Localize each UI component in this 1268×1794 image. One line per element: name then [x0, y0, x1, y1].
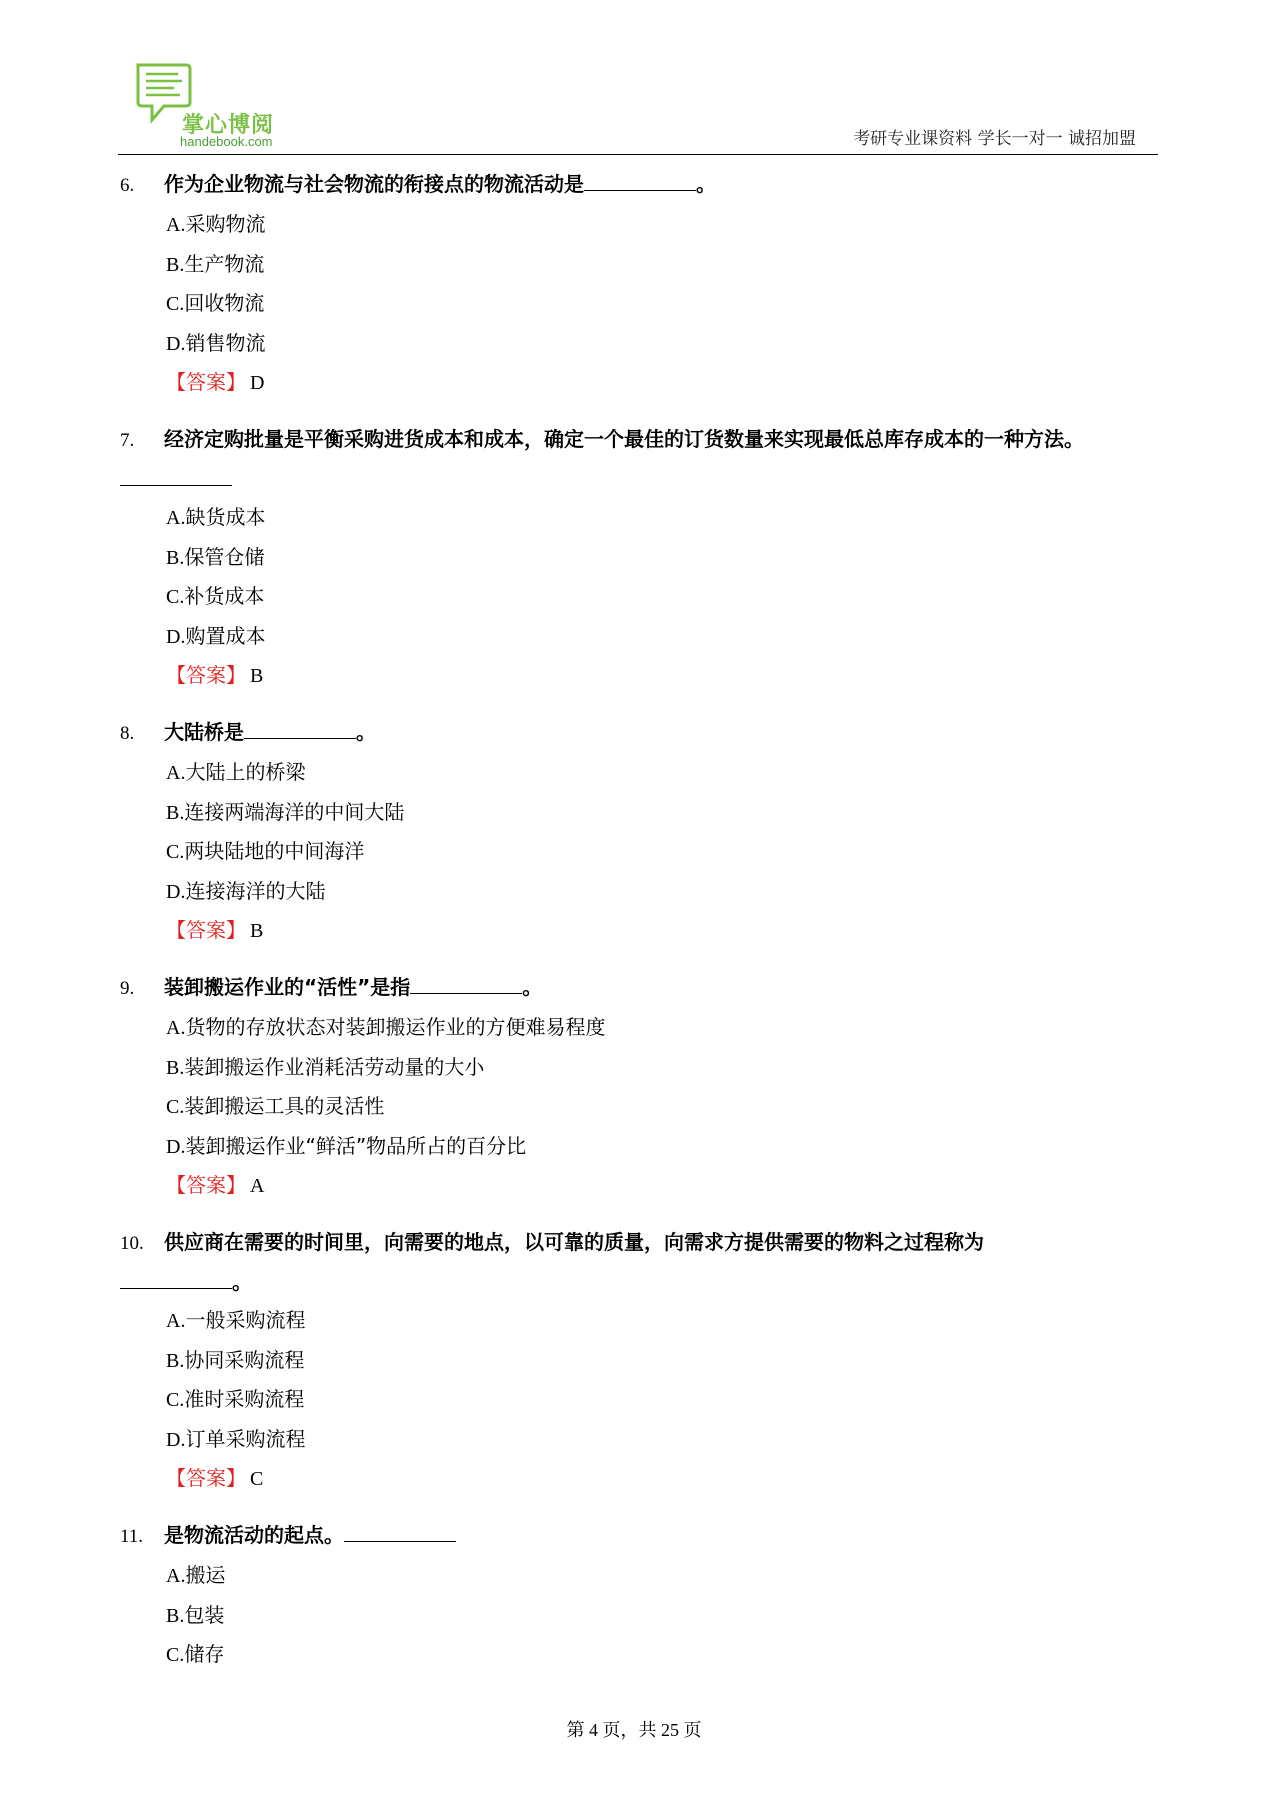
option-letter: D.	[166, 880, 186, 903]
option-letter: D.	[166, 1428, 186, 1451]
answer-value: B	[250, 665, 264, 687]
answer-label: 【答案】	[166, 370, 246, 394]
option-text: 销售物流	[185, 330, 266, 355]
answer-label: 【答案】	[166, 1466, 246, 1490]
option-letter: D.	[166, 625, 186, 648]
option-letter: B.	[166, 253, 185, 276]
option-text: 搬运	[185, 1563, 226, 1587]
answer-value: A	[250, 1175, 265, 1197]
answer-line	[120, 656, 1160, 695]
option-c	[166, 284, 1160, 324]
option-text: 补货成本	[184, 584, 265, 608]
stem-text: 装卸搬运作业的“活性”是指	[164, 975, 411, 999]
answer-blank	[584, 168, 696, 191]
question-stem	[120, 713, 1160, 753]
option-letter: A.	[166, 1017, 186, 1039]
option-letter: C.	[166, 1644, 185, 1666]
answer-label: 【答案】	[166, 918, 246, 942]
logo	[134, 62, 294, 152]
option-letter: C.	[166, 293, 185, 315]
option-d	[166, 324, 1160, 364]
question-number: 6.	[120, 175, 135, 196]
stem-tail: 。	[522, 975, 543, 999]
logo-name: 掌心博阅	[182, 113, 275, 138]
option-text: 订单采购流程	[185, 1426, 306, 1451]
option-text: 包装	[184, 1602, 225, 1627]
option-text: 两块陆地的中间海洋	[184, 839, 365, 863]
option-c	[166, 1635, 1160, 1675]
page-footer: 第 4 页，共 25 页	[566, 1720, 702, 1740]
answer-blank	[244, 716, 356, 739]
option-b	[166, 793, 1160, 833]
stem-text: 经济定购批量是平衡采购进货成本和成本，确定一个最佳的订货数量来实现最低总库存成本的一种方法。	[164, 427, 1084, 451]
option-letter: A.	[166, 1565, 186, 1587]
stem-text: 作为企业物流与社会物流的衔接点的物流活动是	[164, 172, 584, 196]
question-10	[120, 1223, 1160, 1498]
option-letter: B.	[166, 1604, 185, 1627]
option-a	[166, 205, 1160, 245]
option-c	[166, 832, 1160, 872]
option-letter: D.	[166, 1135, 186, 1158]
option-text: 缺货成本	[185, 505, 266, 529]
header-slogan: 考研专业课资料 学长一对一 诚招加盟	[853, 129, 1136, 149]
answer-line	[120, 1166, 1160, 1205]
option-text: 准时采购流程	[184, 1387, 305, 1411]
option-letter: B.	[166, 1056, 185, 1079]
option-c	[166, 1087, 1160, 1127]
option-d	[166, 872, 1160, 912]
option-text: 装卸搬运作业消耗活劳动量的大小	[184, 1054, 485, 1079]
answer-line	[120, 363, 1160, 402]
option-text: 储存	[184, 1642, 225, 1666]
stem-text: 是物流活动的起点。	[164, 1523, 344, 1547]
question-number: 10.	[120, 1233, 144, 1254]
option-letter: A.	[166, 762, 186, 784]
option-a	[166, 498, 1160, 538]
options	[120, 1301, 1160, 1459]
answer-blank	[120, 1266, 232, 1289]
option-letter: B.	[166, 546, 185, 569]
answer-value: B	[250, 920, 264, 942]
question-number: 9.	[120, 978, 135, 999]
question-list	[120, 165, 1160, 1693]
option-letter: A.	[166, 507, 186, 529]
answer-blank	[410, 971, 522, 994]
question-number: 7.	[120, 430, 135, 451]
answer-line	[120, 911, 1160, 950]
option-text: 装卸搬运作业“鲜活”物品所占的百分比	[185, 1133, 527, 1158]
option-letter: D.	[166, 332, 186, 355]
answer-value: C	[250, 1468, 264, 1490]
question-stem	[120, 165, 1160, 205]
option-text: 一般采购流程	[185, 1308, 306, 1332]
option-b	[166, 538, 1160, 578]
option-b	[166, 245, 1160, 285]
option-letter: C.	[166, 841, 185, 863]
options	[120, 753, 1160, 911]
answer-blank	[344, 1519, 456, 1542]
option-letter: A.	[166, 1310, 186, 1332]
question-9	[120, 968, 1160, 1205]
question-6	[120, 165, 1160, 402]
option-b	[166, 1048, 1160, 1088]
question-stem	[120, 968, 1160, 1008]
option-d	[166, 1420, 1160, 1460]
option-text: 采购物流	[185, 212, 266, 236]
stem-text: 大陆桥是	[164, 720, 244, 744]
option-text: 连接海洋的大陆	[185, 878, 326, 903]
option-letter: C.	[166, 1096, 185, 1118]
option-c	[166, 577, 1160, 617]
option-text: 回收物流	[184, 291, 265, 315]
option-text: 装卸搬运工具的灵活性	[184, 1094, 385, 1118]
logo-url: handebook.com	[180, 134, 273, 149]
option-text: 大陆上的桥梁	[185, 760, 306, 784]
option-text: 保管仓储	[184, 544, 265, 569]
option-d	[166, 617, 1160, 657]
question-stem	[120, 420, 1160, 498]
option-a	[166, 1008, 1160, 1048]
option-c	[166, 1380, 1160, 1420]
stem-tail: 。	[696, 172, 716, 196]
stem-tail: 。	[232, 1270, 252, 1294]
option-a	[166, 1556, 1160, 1596]
question-number: 8.	[120, 723, 135, 744]
options	[120, 1556, 1160, 1675]
question-11	[120, 1516, 1160, 1675]
option-letter: B.	[166, 801, 185, 824]
option-text: 购置成本	[185, 623, 266, 648]
stem-text: 供应商在需要的时间里，向需要的地点，以可靠的质量，向需求方提供需要的物料之过程称为	[164, 1230, 984, 1254]
answer-label: 【答案】	[166, 1173, 246, 1197]
option-text: 连接两端海洋的中间大陆	[184, 799, 405, 824]
option-b	[166, 1341, 1160, 1381]
option-letter: B.	[166, 1349, 185, 1372]
option-letter: A.	[166, 214, 186, 236]
option-a	[166, 753, 1160, 793]
header-rule	[118, 154, 1158, 155]
option-b	[166, 1596, 1160, 1636]
answer-label: 【答案】	[166, 663, 246, 687]
stem-tail: 。	[356, 720, 376, 744]
answer-line	[120, 1459, 1160, 1498]
option-letter: C.	[166, 1389, 185, 1411]
options	[120, 498, 1160, 656]
question-7	[120, 420, 1160, 695]
options	[120, 205, 1160, 363]
option-letter: C.	[166, 586, 185, 608]
question-stem	[120, 1223, 1160, 1301]
option-text: 协同采购流程	[184, 1347, 305, 1372]
answer-value: D	[250, 372, 265, 394]
option-a	[166, 1301, 1160, 1341]
option-d	[166, 1127, 1160, 1167]
answer-blank	[120, 463, 232, 486]
question-8	[120, 713, 1160, 950]
question-stem	[120, 1516, 1160, 1556]
page-header	[118, 58, 1158, 156]
question-number: 11.	[120, 1526, 144, 1547]
option-text: 生产物流	[184, 251, 265, 276]
option-text: 货物的存放状态对装卸搬运作业的方便难易程度	[185, 1015, 606, 1039]
options	[120, 1008, 1160, 1166]
